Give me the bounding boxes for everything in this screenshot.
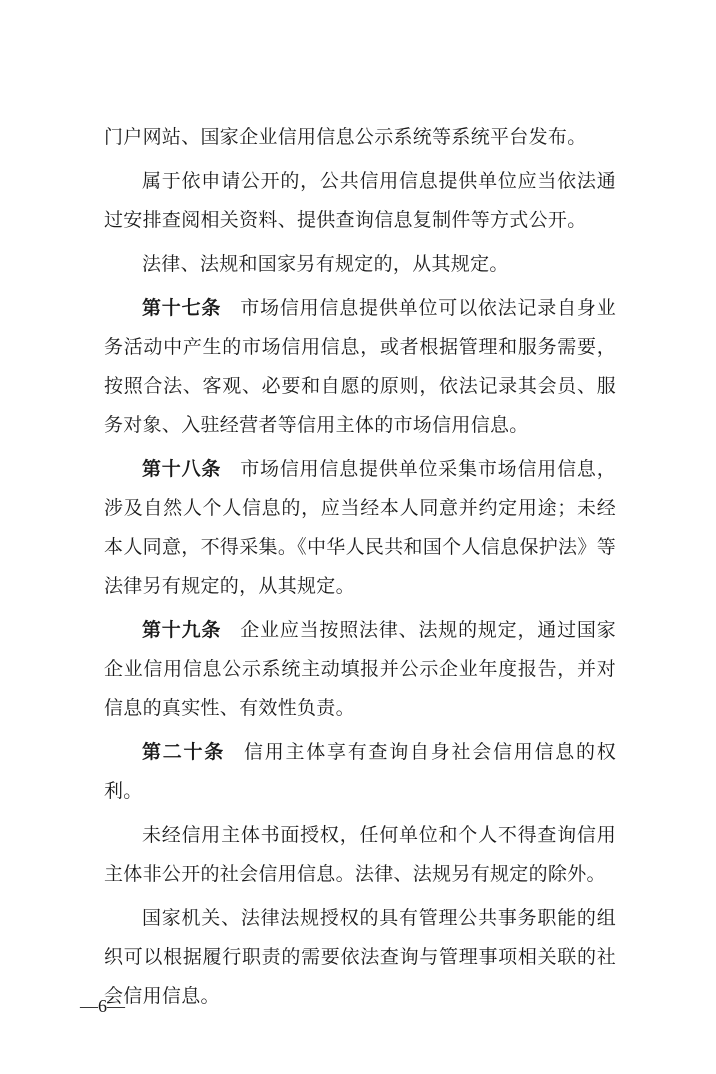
article-number: 第十七条 bbox=[142, 297, 222, 319]
page-number: —6— bbox=[80, 996, 125, 1016]
body-text bbox=[104, 118, 616, 1021]
article-18: 第十八条 市场信用信息提供单位采集市场信用信息，涉及自然人个人信息的，应当经本人同意并约定用途；未经本人同意，不得采集。《中华人民共和国个人信息保护法》等法律另有规定的，从其规定。 bbox=[104, 458, 616, 597]
article-number: 第十九条 bbox=[142, 619, 222, 641]
article-19: 第十九条 企业应当按照法律、法规的规定，通过国家企业信用信息公示系统主动填报并公示企业年度报告，并对信息的真实性、有效性负责。 bbox=[104, 619, 616, 719]
article-17: 第十七条 市场信用信息提供单位可以依法记录自身业务活动中产生的市场信用信息，或者根据管理和服务需要，按照合法、客观、必要和自愿的原则，依法记录其会员、服务对象、入驻经营者等信用主体的市场信用信息。 bbox=[104, 297, 616, 436]
article-20: 第二十条 信用主体享有查询自身社会信用信息的权利。 bbox=[104, 741, 617, 802]
paragraph-authorization: 未经信用主体书面授权，任何单位和个人不得查询信用主体非公开的社会信用信息。法律、法规另有规定的除外。 bbox=[104, 824, 616, 885]
article-number: 第十八条 bbox=[142, 458, 222, 480]
paragraph-state-organs: 国家机关、法律法规授权的具有管理公共事务职能的组织可以根据履行职责的需要依法查询与管理事项相关联的社会信用信息。 bbox=[104, 907, 616, 1007]
paragraph-continuation: 门户网站、国家企业信用信息公示系统等系统平台发布。 bbox=[104, 126, 587, 148]
article-number: 第二十条 bbox=[142, 741, 225, 763]
paragraph-application-disclosure: 属于依申请公开的，公共信用信息提供单位应当依法通过安排查阅相关资料、提供查询信息复制件等方式公开。 bbox=[104, 170, 616, 231]
paragraph-other-provisions: 法律、法规和国家另有规定的，从其规定。 bbox=[142, 253, 509, 275]
